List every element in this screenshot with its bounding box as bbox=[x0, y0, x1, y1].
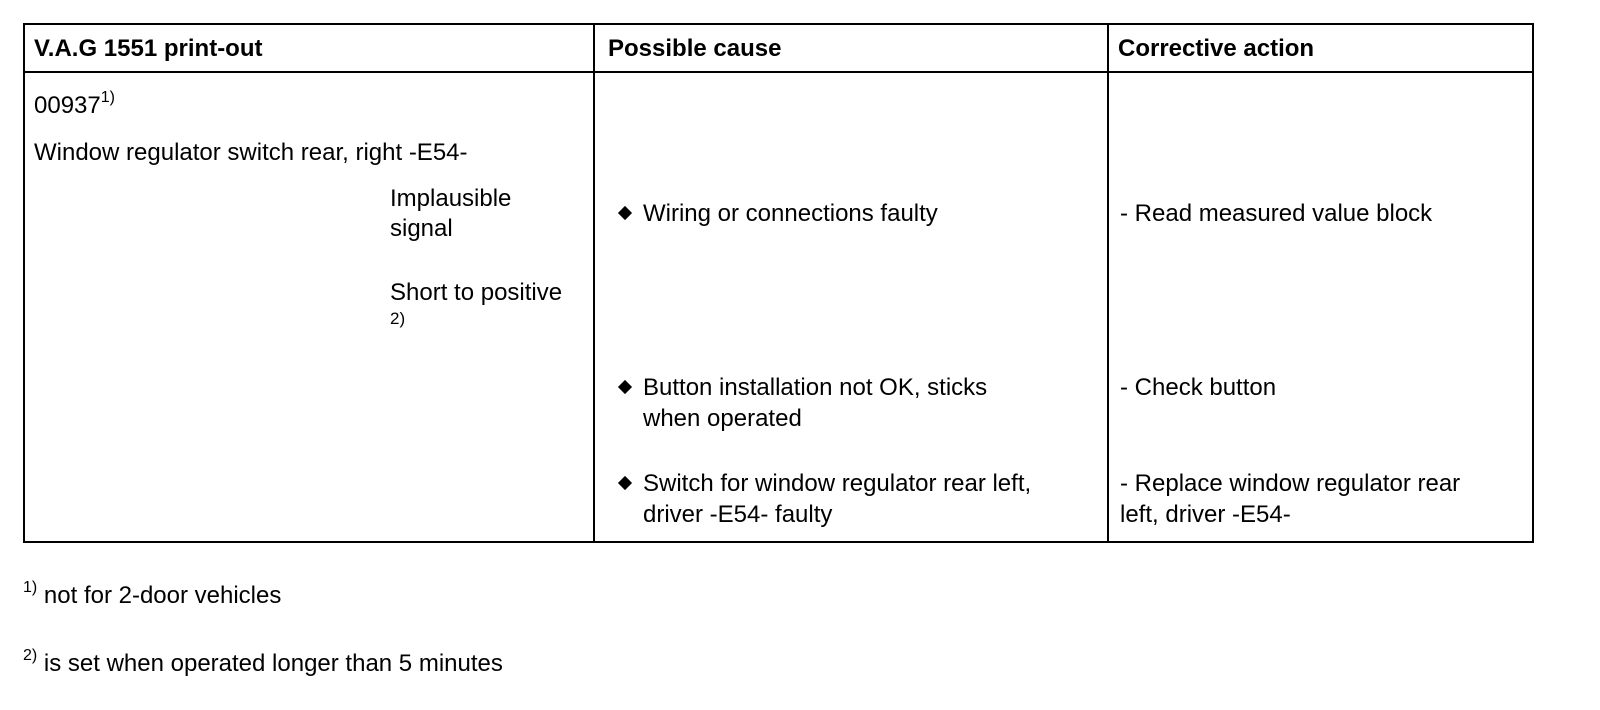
action-1: - Read measured value block bbox=[1120, 200, 1433, 227]
cause-1-line1: Wiring or connections faulty bbox=[643, 200, 938, 227]
header-printout: V.A.G 1551 print-out bbox=[34, 35, 263, 62]
column-divider bbox=[1107, 25, 1109, 541]
header-possible-cause: Possible cause bbox=[608, 35, 782, 62]
footnote-1-text: not for 2-door vehicles bbox=[43, 582, 282, 609]
action-3-line1: - Replace window regulator rear bbox=[1120, 470, 1461, 497]
fault-code-value: 00937 bbox=[34, 92, 101, 119]
action-3-line2: left, driver -E54- bbox=[1120, 501, 1291, 528]
bullet-icon bbox=[618, 476, 632, 490]
footnote-1 bbox=[23, 581, 281, 611]
footnote-2 bbox=[23, 649, 503, 679]
footnote-2-text: is set when operated longer than 5 minutes bbox=[43, 650, 503, 677]
footnote-1-marker: 1) bbox=[23, 579, 38, 596]
symptom-implausible-line2: signal bbox=[390, 215, 453, 242]
action-2: - Check button bbox=[1120, 374, 1277, 401]
fault-code bbox=[34, 91, 115, 121]
header-divider bbox=[25, 71, 1532, 73]
symptom-implausible-line1: Implausible bbox=[390, 185, 512, 212]
symptom-short-to-positive: Short to positive bbox=[390, 279, 563, 306]
symptom-footnote-ref: 2) bbox=[390, 309, 406, 328]
cause-2-line2: when operated bbox=[643, 405, 802, 432]
bullet-icon bbox=[618, 206, 632, 220]
diagnostic-table bbox=[23, 23, 1534, 543]
header-corrective-action: Corrective action bbox=[1118, 35, 1315, 62]
cause-2-line1: Button installation not OK, sticks bbox=[643, 374, 988, 401]
component-name: Window regulator switch rear, right -E54- bbox=[34, 139, 468, 166]
bullet-icon bbox=[618, 380, 632, 394]
cause-3-line1: Switch for window regulator rear left, bbox=[643, 470, 1032, 497]
column-divider bbox=[593, 25, 595, 541]
fault-code-footnote-ref: 1) bbox=[100, 89, 115, 106]
footnote-2-marker: 2) bbox=[23, 647, 38, 664]
cause-3-line2: driver -E54- faulty bbox=[643, 501, 833, 528]
